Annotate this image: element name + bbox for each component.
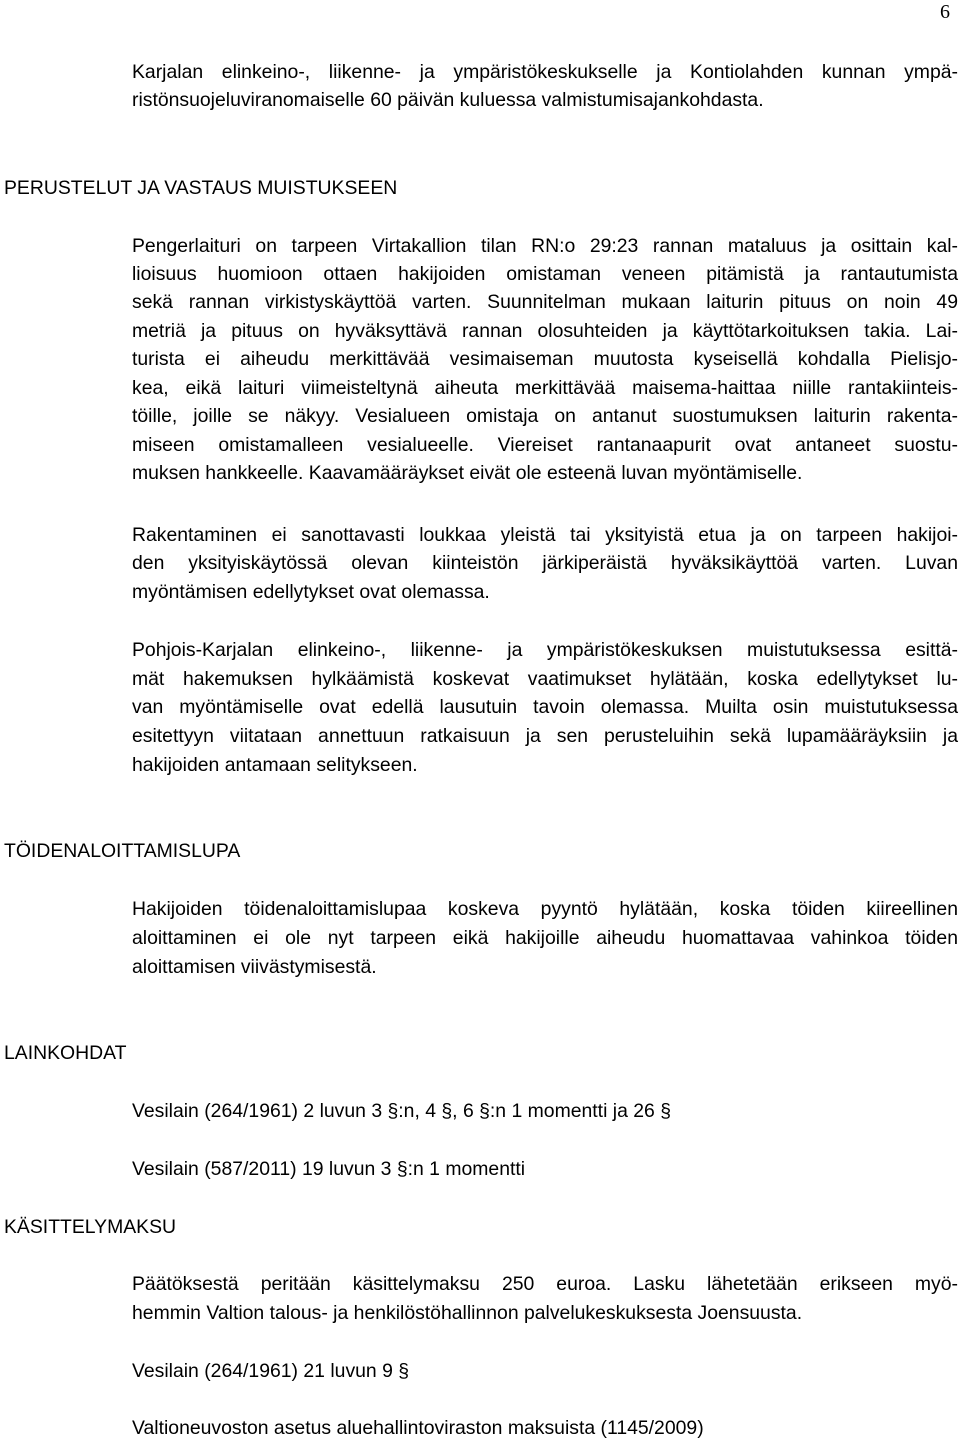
text-line: esitettyyn viitataan annettuun ratkaisuun ja sen perusteluihin sekä lupamääräyksiin ja (132, 725, 958, 747)
text-line: sekä rannan virkistyskäyttöä varten. Suunnitelman mukaan laiturin pituus on noin 49 (132, 291, 958, 313)
law-reference: Vesilain (264/1961) 21 luvun 9 § (132, 1360, 410, 1382)
text-line: aloittaminen ei ole nyt tarpeen eikä hakijoille aiheudu huomattavaa vahinkoa töiden (132, 927, 958, 949)
text-line: hakijoiden antamaan selitykseen. (132, 754, 418, 776)
law-reference: Vesilain (264/1961) 2 luvun 3 §:n, 4 §, 6 §:n 1 momentti ja 26 § (132, 1100, 671, 1122)
text-line: den yksityiskäytössä olevan kiinteistön järkiperäistä hyväksikäyttöä varten. Luvan (132, 552, 958, 574)
section-heading-lainkohdat: LAINKOHDAT (4, 1042, 127, 1064)
text-line: Rakentaminen ei sanottavasti loukkaa yleistä tai yksityistä etua ja on tarpeen hakijoi- (132, 524, 958, 546)
section-heading-toidenaloittamislupa: TÖIDENALOITTAMISLUPA (4, 840, 241, 862)
section-heading-kasittelymaksu: KÄSITTELYMAKSU (4, 1216, 177, 1238)
text-line: Päätöksestä peritään käsittelymaksu 250 euroa. Lasku lähetetään erikseen myö- (132, 1273, 958, 1295)
text-line: töille, joille se näkyy. Vesialueen omistaja on antanut suostumuksen laiturin rakenta- (132, 405, 958, 427)
text-line: ristönsuojeluviranomaiselle 60 päivän kuluessa valmistumisajankohdasta. (132, 89, 764, 111)
text-line: lioisuus huomioon ottaen hakijoiden omistaman veneen pitämistä ja rantautumista (132, 263, 958, 285)
text-line: kea, eikä laituri viimeisteltynä aiheuta merkittävää maisema-haittaa niille rantakiinteis- (132, 377, 958, 399)
text-line: Pengerlaituri on tarpeen Virtakallion tilan RN:o 29:23 rannan mataluus ja osittain kal- (132, 235, 958, 257)
text-line: Karjalan elinkeino-, liikenne- ja ympäristökeskukselle ja Kontiolahden kunnan ympä- (132, 61, 958, 83)
text-line: metriä ja pituus on hyväksyttävä rannan olosuhteiden ja käyttötarkoituksen takia. Lai- (132, 320, 958, 342)
text-line: muksen hankkeelle. Kaavamääräykset eivät ole esteenä luvan myöntämiselle. (132, 462, 803, 484)
law-reference: Valtioneuvoston asetus aluehallintoviraston maksuista (1145/2009) (132, 1417, 704, 1439)
text-line: van myöntämiselle ovat edellä lausutuin tavoin olemassa. Muilta osin muistutuksessa (132, 696, 958, 718)
text-line: hemmin Valtion talous- ja henkilöstöhallinnon palvelukeskuksesta Joensuusta. (132, 1302, 803, 1324)
text-line: myöntämisen edellytykset ovat olemassa. (132, 581, 490, 603)
law-reference: Vesilain (587/2011) 19 luvun 3 §:n 1 momentti (132, 1158, 526, 1180)
text-line: Pohjois-Karjalan elinkeino-, liikenne- ja ympäristökeskuksen muistutuksessa esittä- (132, 639, 958, 661)
text-line: aloittamisen viivästymisestä. (132, 956, 377, 978)
text-line: miseen omistamalleen vesialueelle. Viereiset rantanaapurit ovat antaneet suostu- (132, 434, 958, 456)
page-number: 6 (940, 1, 950, 23)
section-heading-perustelut: PERUSTELUT JA VASTAUS MUISTUKSEEN (4, 177, 398, 199)
text-line: Hakijoiden töidenaloittamislupaa koskeva pyyntö hylätään, koska töiden kiireellinen (132, 898, 958, 920)
text-line: mät hakemuksen hylkäämistä koskevat vaatimukset hylätään, koska edellytykset lu- (132, 668, 958, 690)
text-line: turista ei aiheudu merkittävää vesimaiseman muutosta kyseisellä kohdalla Pielisjo- (132, 348, 958, 370)
